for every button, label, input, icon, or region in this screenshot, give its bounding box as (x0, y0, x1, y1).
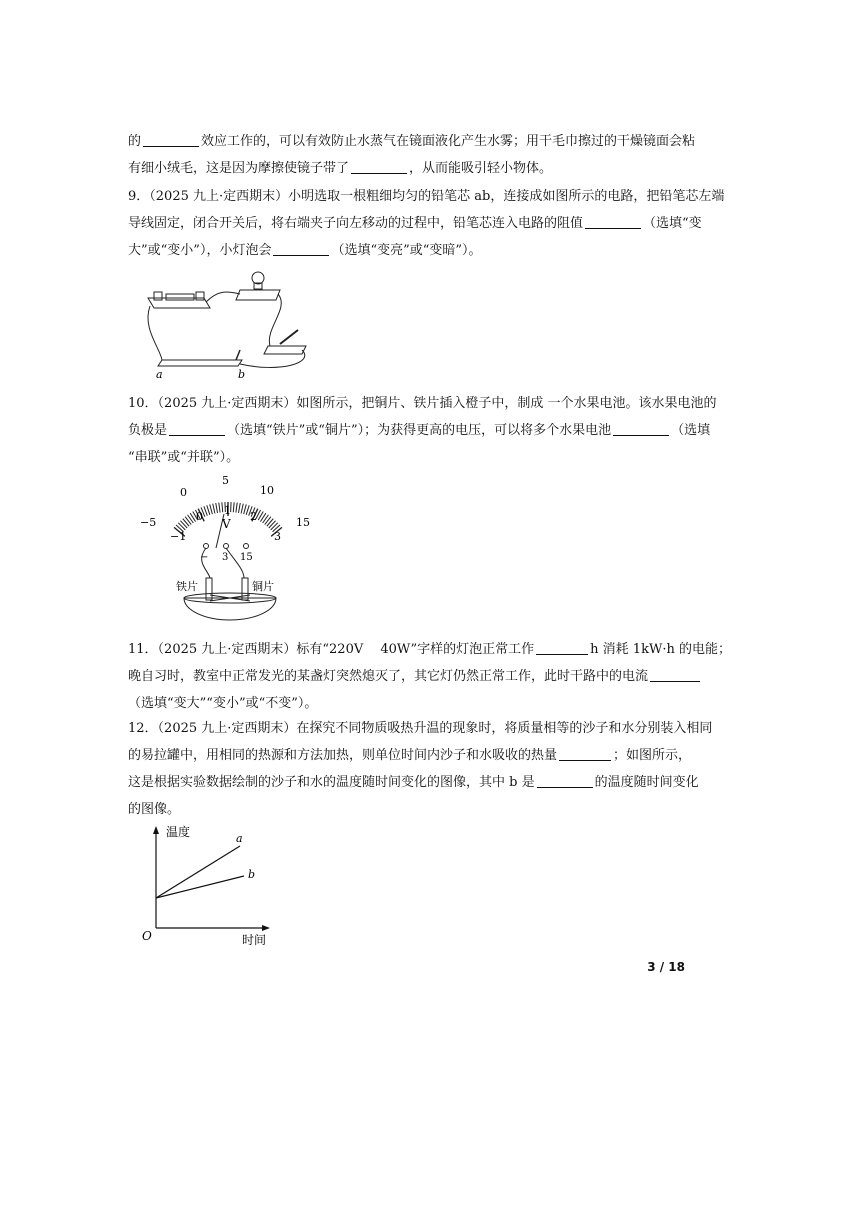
q12-line-4: 的图像。 (128, 802, 181, 817)
copper-plate-label: 铜片 (252, 580, 274, 593)
scale-tick (183, 519, 189, 527)
label-b: b (238, 368, 246, 381)
line-a-label: a (236, 832, 243, 845)
q11-line-1: 11．（2025 九上·定西期末）标有“220V 40W”字样的灯泡正常工作 h 消耗 1kW·h 的电能； (128, 642, 731, 657)
scale-tick (241, 504, 243, 514)
q10-line-3: “串联”或“并联”）。 (128, 450, 240, 465)
scale-tick (233, 502, 234, 512)
scale-tick (222, 502, 223, 512)
outer-tick-0: −5 (140, 516, 157, 529)
answer-blank (273, 241, 329, 256)
y-axis-label: 温度 (166, 825, 191, 839)
scale-tick (213, 504, 215, 514)
scale-tick (246, 505, 249, 515)
answer-blank (143, 132, 199, 147)
x-axis-label: 时间 (242, 933, 267, 947)
line-b-label: b (248, 868, 256, 881)
scale-tick (236, 503, 237, 513)
scale-tick (267, 519, 273, 527)
scale-tick (180, 521, 187, 528)
inner-tick-2: 1 (224, 504, 231, 517)
q8-line-2: 有细小绒毛，这是因为摩擦使镜子带了 ，从而能吸引轻小物体。 (128, 161, 553, 176)
label-a: a (156, 368, 163, 381)
scale-tick (219, 503, 220, 513)
q12-line-3: 这是根据实验数据绘制的沙子和水的温度随时间变化的图像，其中 b 是 的温度随时间变化 (128, 775, 699, 790)
outer-tick-1: 0 (180, 486, 187, 499)
q9-line-3: 大”或“变小”），小灯泡会 （选填“变亮”或“变暗”）。 (128, 243, 482, 258)
iron-plate (206, 578, 212, 600)
q8-line-1: 的 效应工作的，可以有效防止水蒸气在镜面液化产生水雾；用干毛巾擦过的干燥镜面会粘 (128, 134, 696, 149)
scale-tick (178, 523, 185, 530)
answer-blank (537, 773, 593, 788)
scale-tick (210, 504, 213, 514)
answer-blank (650, 667, 700, 682)
q10-line-1: 10．（2025 九上·定西期末）如图所示，把铜片、铁片插入橙子中，制成 一个水果电池。该水果电池的 (128, 396, 717, 411)
q12-line-1: 12．（2025 九上·定西期末）在探究不同物质吸热升温的现象时，将质量相等的沙子和水分别装入相同 (128, 721, 713, 736)
terminal-neg (204, 544, 209, 549)
origin-label: O (142, 929, 152, 943)
iron-plate-label: 铁片 (176, 580, 198, 593)
line-b (156, 876, 244, 898)
copper-plate (242, 578, 248, 600)
inner-tick-4: 3 (274, 530, 281, 543)
outer-tick-2: 5 (222, 474, 229, 487)
line-a (156, 846, 240, 898)
inner-tick-3: 2 (250, 510, 257, 523)
q9-line-2: 导线固定，闭合开关后，将右端夹子向左移动的过程中，铅笔芯连入电路的阻值 （选填“变 (128, 216, 702, 231)
answer-blank (613, 421, 669, 436)
scale-tick (244, 504, 247, 514)
inner-tick-1: 0 (196, 510, 203, 523)
answer-blank (169, 421, 225, 436)
unit-label: V (222, 517, 231, 531)
voltmeter-pointer (216, 514, 224, 548)
outer-tick-3: 10 (260, 484, 274, 497)
scale-tick (207, 505, 210, 515)
scale-tick (239, 503, 241, 513)
circuit-figure (140, 268, 320, 384)
answer-blank (536, 640, 588, 655)
terminal-label-neg: − (200, 552, 209, 563)
scale-tick (216, 503, 218, 513)
scale-tick (269, 521, 276, 528)
q12-line-2: 的易拉罐中，用相同的热源和方法加热，则单位时间内沙子和水吸收的热量 ；如图所示， (128, 748, 692, 763)
inner-tick-0: −1 (170, 530, 187, 543)
scale-tick (271, 523, 278, 530)
terminal-label-15: 15 (240, 552, 253, 563)
answer-blank (559, 746, 611, 761)
answer-blank (585, 214, 641, 229)
q10-line-2: 负极是 （选填“铁片”或“铜片”）；为获得更高的电压，可以将多个水果电池 （选填 (128, 423, 711, 438)
terminal-3 (224, 544, 229, 549)
outer-tick-4: 15 (296, 516, 310, 529)
q9-line-1: 9．（2025 九上·定西期末）小明选取一根粗细均匀的铅笔芯 ab，连接成如图所示的电路，把铅笔芯左端 (128, 189, 725, 204)
q11-line-3: （选填“变大”“变小”或“不变”）。 (128, 696, 318, 711)
q11-line-2: 晚自习时，教室中正常发光的某盏灯突然熄灭了，其它灯仍然正常工作，此时干路中的电流 (128, 667, 702, 687)
page-number: 3 / 18 (647, 960, 685, 974)
temperature-time-graph (140, 824, 280, 948)
fruit-battery-figure (140, 474, 320, 624)
terminal-label-3: 3 (222, 552, 229, 563)
terminal-15 (244, 544, 249, 549)
answer-blank (351, 159, 407, 174)
